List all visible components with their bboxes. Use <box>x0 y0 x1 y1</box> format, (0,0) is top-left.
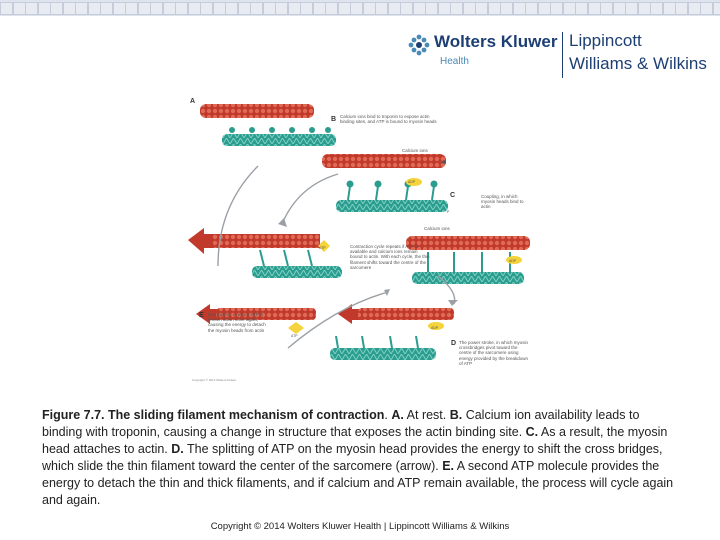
header-grid-cell <box>150 2 163 15</box>
label-atp-e: ATP <box>291 334 298 338</box>
header-grid-cell <box>263 2 276 15</box>
caption-letter-d: D. <box>171 442 184 456</box>
header-grid-cell <box>25 2 38 15</box>
figure-credit: Copyright © 2014 Wolters Kluwer <box>192 378 237 382</box>
header-grid-cell <box>350 2 363 15</box>
imprint-line-2: Williams & Wilkins <box>569 54 707 73</box>
header-grid-cell <box>200 2 213 15</box>
publisher-logo <box>404 26 720 82</box>
label-panel-e: Uncoupling, in which ATP is broken down once again, causing the energy to detach the myosin heads from actin <box>208 312 266 333</box>
header-grid-cell <box>100 2 113 15</box>
label-atp-cycle: ATP <box>319 246 326 250</box>
label-adp-d: ADP <box>431 326 439 330</box>
publisher-name: Wolters Kluwer <box>434 32 558 51</box>
label-adp-c: ADP <box>509 259 517 263</box>
wolters-kluwer-icon <box>406 32 432 58</box>
label-panel-b: Calcium ions bind to troponin to expose actin binding sites, and ATP is bound to myosin heads <box>340 114 437 125</box>
panel-letter-a: A <box>190 98 196 105</box>
panel-cycle-filaments <box>188 228 342 278</box>
header-grid-cell <box>413 2 426 15</box>
copyright-footer: Copyright © 2014 Wolters Kluwer Health | Lippincott Williams & Wilkins <box>210 521 510 532</box>
header-grid-cell <box>163 2 176 15</box>
header-grid-cell <box>238 2 251 15</box>
header-grid-cell <box>138 2 151 15</box>
header-bar <box>0 0 720 16</box>
caption-dot: . <box>384 408 392 422</box>
header-grid-cell <box>688 2 701 15</box>
header-grid-cell <box>225 2 238 15</box>
label-calcium-ions-mid: Calcium ions <box>424 226 450 231</box>
panel-letter-c: C <box>450 192 456 199</box>
imprint-line-1: Lippincott <box>569 31 642 50</box>
header-grid-cell <box>450 2 463 15</box>
header-grid-cell <box>525 2 538 15</box>
header-grid-cell <box>638 2 651 15</box>
caption-letter-b: B. <box>449 408 463 422</box>
publisher-division: Health <box>440 56 469 67</box>
caption-text-d: The splitting of ATP on the myosin head provides the energy to shift the cross bridges, which slide the thin filament toward the center of the sarcomere (arrow). <box>42 442 663 473</box>
header-grid-cell <box>50 2 63 15</box>
label-adp-b: ADP <box>408 180 416 184</box>
header-grid-cell <box>400 2 413 15</box>
header-grid-cell <box>63 2 76 15</box>
label-panel-c: Coupling, in which myosin heads bind to actin <box>481 194 524 210</box>
header-grid-cell <box>13 2 26 15</box>
header-grid-cell <box>125 2 138 15</box>
header-grid-cell <box>175 2 188 15</box>
header-grid-cell <box>700 2 713 15</box>
header-grid-cell <box>313 2 326 15</box>
panel-a-filaments <box>200 104 336 146</box>
panel-letter-b: B <box>331 116 337 123</box>
caption-text-b: Calcium ion availability leads to binding with troponin, causing a change in structure that exposes the actin binding site. <box>42 408 640 439</box>
caption-figure-label: Figure 7.7. The sliding filament mechanism of contraction <box>42 408 385 422</box>
caption-letter-e: E. <box>442 459 454 473</box>
header-grid-cell <box>375 2 388 15</box>
header-grid-cell <box>250 2 263 15</box>
header-grid-cell <box>325 2 338 15</box>
header-grid-cell <box>213 2 226 15</box>
header-grid-cell <box>575 2 588 15</box>
sliding-filament-figure <box>188 96 532 388</box>
header-grid-cell <box>275 2 288 15</box>
caption-letter-a: A. <box>391 408 404 422</box>
logo-divider <box>562 32 563 78</box>
header-grid-cell <box>538 2 551 15</box>
header-grid-cell <box>588 2 601 15</box>
header-grid-cell <box>88 2 101 15</box>
header-grid-cell <box>625 2 638 15</box>
header-grid-cell <box>713 2 720 15</box>
header-grid-cell <box>38 2 51 15</box>
header-grid-cell <box>650 2 663 15</box>
panel-letter-d: D <box>451 340 457 347</box>
label-contraction-cycle: Contraction cycle repeats if ATP is available and calcium ions remain bound to actin. With each cycle, the thin filament shifts toward the centre of the sarcomere <box>350 244 430 270</box>
header-grid-cell <box>675 2 688 15</box>
header-grid-cell <box>300 2 313 15</box>
header-grid-cell <box>600 2 613 15</box>
header-grid-cell <box>438 2 451 15</box>
header-grid-cell <box>463 2 476 15</box>
header-grid-cell <box>338 2 351 15</box>
label-phosphate: P <box>447 210 450 214</box>
label-calcium-ions-top: Calcium ions <box>402 148 428 153</box>
header-grid-cell <box>388 2 401 15</box>
caption-letter-c: C. <box>525 425 539 439</box>
header-grid-cell <box>550 2 563 15</box>
header-grid-cell <box>613 2 626 15</box>
header-grid-cell <box>188 2 201 15</box>
header-grid-cell <box>488 2 501 15</box>
header-grid-cell <box>500 2 513 15</box>
header-grid-cell <box>663 2 676 15</box>
label-panel-d: The power stroke, in which myosin crossbridges pivot toward the centre of the sarcomere using energy provided by the breakdown of ATP <box>459 340 529 366</box>
header-grid-cell <box>288 2 301 15</box>
header-grid-cell <box>563 2 576 15</box>
header-grid-cell <box>113 2 126 15</box>
panel-b-filaments <box>322 154 448 212</box>
header-grid-cell <box>75 2 88 15</box>
caption-text-e: A second ATP molecule provides the energy to detach the thin and thick filaments, and if calcium and ATP remain available, the process will cycle again and again. <box>42 459 674 507</box>
header-grid-cell <box>475 2 488 15</box>
header-grid-cell <box>513 2 526 15</box>
panel-letter-e: E <box>199 312 204 319</box>
caption-text-c: As a result, the myosin head attaches to actin. <box>42 425 668 456</box>
header-grid-cell <box>363 2 376 15</box>
figure-caption <box>42 407 682 509</box>
header-grid-cell <box>425 2 438 15</box>
caption-text-a: At rest. <box>403 408 450 422</box>
header-grid-cell <box>0 2 13 15</box>
